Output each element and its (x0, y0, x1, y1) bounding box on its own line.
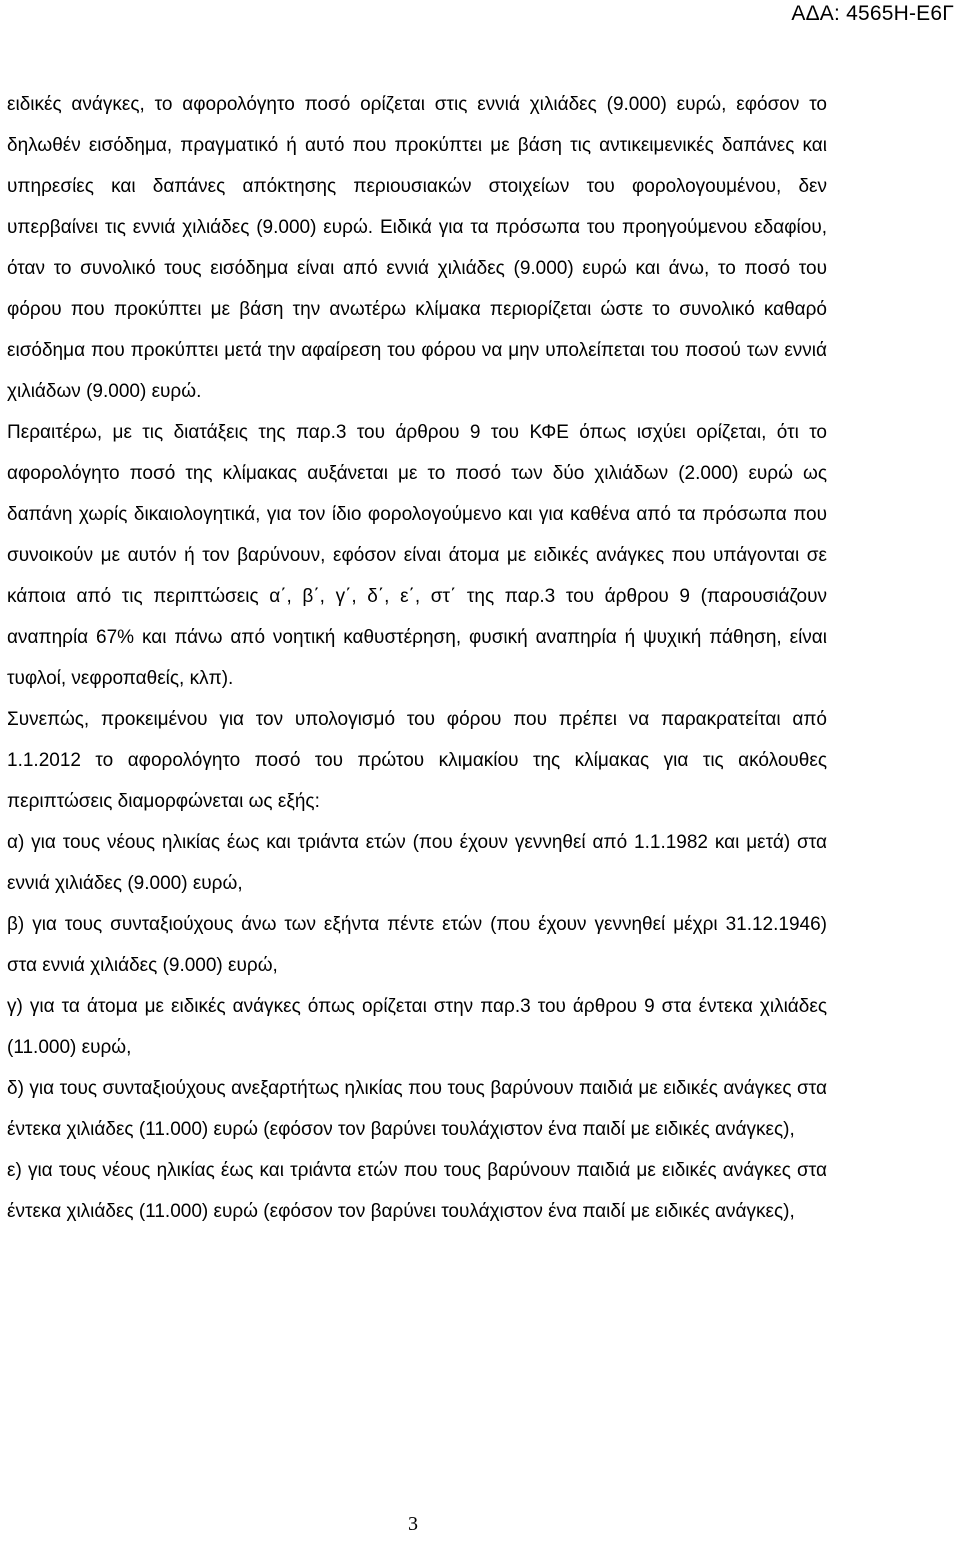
page-number: 3 (408, 1513, 418, 1535)
list-item-d: δ) για τους συνταξιούχους ανεξαρτήτως ηλικίας που τους βαρύνουν παιδιά με ειδικές ανάγκες στα έντεκα χιλιάδες (11.000) ευρώ (εφόσον τον βαρύνει τουλάχιστον ένα παιδί με ειδικές ανάγκες), (7, 1078, 827, 1140)
list-item-b: β) για τους συνταξιούχους άνω των εξήντα πέντε ετών (που έχουν γεννηθεί μέχρι 31.12.1946) στα εννιά χιλιάδες (9.000) ευρώ, (7, 914, 827, 976)
document-body (7, 84, 827, 1232)
ada-code: ΑΔΑ: 4565Η-Ε6Γ (791, 2, 954, 25)
list-item-a: α) για τους νέους ηλικίας έως και τριάντα ετών (που έχουν γεννηθεί από 1.1.1982 και μετά) στα εννιά χιλιάδες (9.000) ευρώ, (7, 832, 827, 894)
paragraph-tax-free-9000: ειδικές ανάγκες, το αφορολόγητο ποσό ορίζεται στις εννιά χιλιάδες (9.000) ευρώ, εφόσον το δηλωθέν εισόδημα, πραγματικό ή αυτό που προκύπτει με βάση τις αντικειμενικές δαπάνες και υπηρεσίες και δαπάνες απόκτησης περιουσιακών στοιχείων του φορολογουμένου, δεν υπερβαίνει τις εννιά χιλιάδες (9.000) ευρώ. Ειδικά για τα πρόσωπα του προηγούμενου εδαφίου, όταν το συνολικό τους εισόδημα είναι από εννιά χιλιάδες (9.000) ευρώ και άνω, το ποσό του φόρου που προκύπτει με βάση την ανωτέρω κλίμακα περιορίζεται ώστε το συνολικό καθαρό εισόδημα που προκύπτει μετά την αφαίρεση του φόρου να μην υπολείπεται του ποσού των εννιά χιλιάδων (9.000) ευρώ. (7, 94, 827, 402)
paragraph-consequently: Συνεπώς, προκειμένου για τον υπολογισμό του φόρου που πρέπει να παρακρατείται από 1.1.2012 το αφορολόγητο ποσό του πρώτου κλιμακίου της κλίμακας για τις ακόλουθες περιπτώσεις διαμορφώνεται ως εξής: (7, 709, 827, 812)
list-item-e: ε) για τους νέους ηλικίας έως και τριάντα ετών που τους βαρύνουν παιδιά με ειδικές ανάγκες στα έντεκα χιλιάδες (11.000) ευρώ (εφόσον τον βαρύνει τουλάχιστον ένα παιδί με ειδικές ανάγκες), (7, 1160, 827, 1222)
list-item-c: γ) για τα άτομα με ειδικές ανάγκες όπως ορίζεται στην παρ.3 του άρθρου 9 στα έντεκα χιλιάδες (11.000) ευρώ, (7, 996, 827, 1058)
paragraph-kfe-article-9: Περαιτέρω, με τις διατάξεις της παρ.3 του άρθρου 9 του ΚΦΕ όπως ισχύει ορίζεται, ότι το αφορολόγητο ποσό της κλίμακας αυξάνεται με το ποσό των δύο χιλιάδων (2.000) ευρώ ως δαπάνη χωρίς δικαιολογητικά, για τον ίδιο φορολογούμενο και για καθένα από τα πρόσωπα που συνοικούν με αυτόν ή τον βαρύνουν, εφόσον είναι άτομα με ειδικές ανάγκες που υπάγονται σε κάποια από τις περιπτώσεις α΄, β΄, γ΄, δ΄, ε΄, στ΄ της παρ.3 του άρθρου 9 (παρουσιάζουν αναπηρία 67% και πάνω από νοητική καθυστέρηση, φυσική αναπηρία ή ψυχική πάθηση, είναι τυφλοί, νεφροπαθείς, κλπ). (7, 422, 827, 689)
